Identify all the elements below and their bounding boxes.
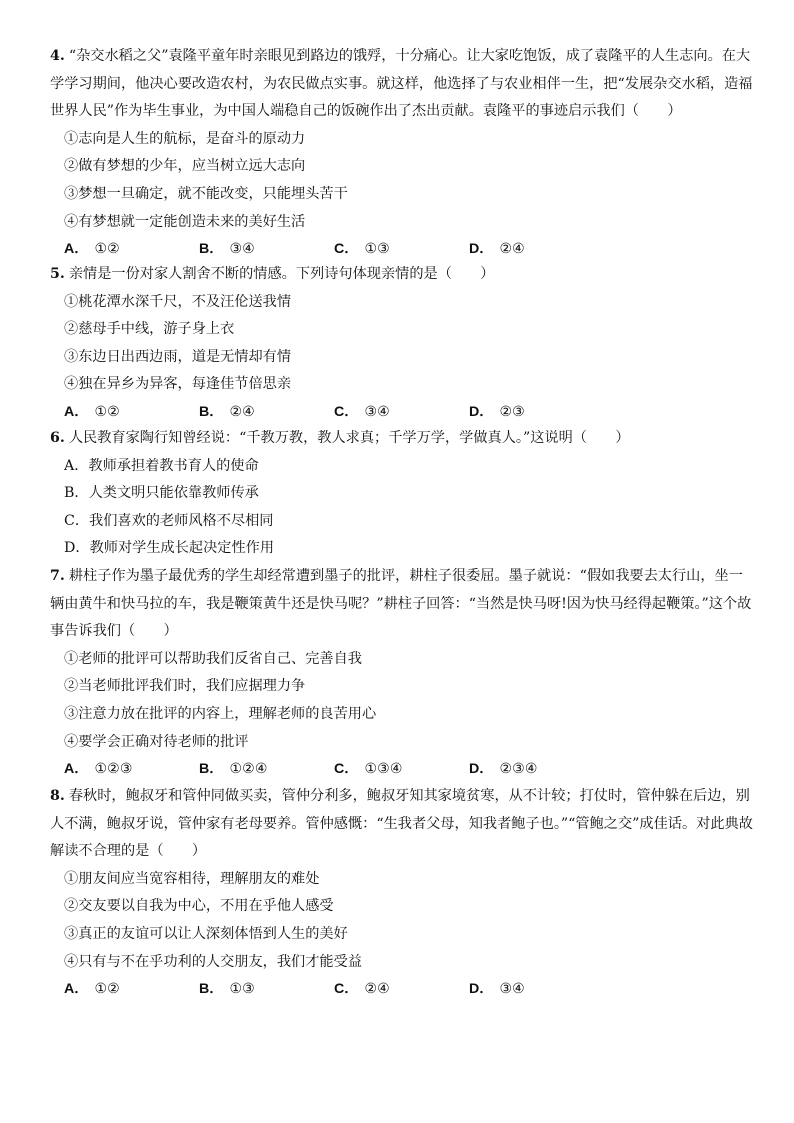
statement-item: ④有梦想就一定能创造未来的美好生活 [64,213,306,230]
option-b[interactable]: B．人类文明只能依靠教师传承 [64,485,259,502]
statement-item: ②做有梦想的少年，应当树立远大志向 [64,158,306,175]
question-4 [50,43,755,264]
option-b[interactable]: B． ③④ [199,241,255,258]
statement-item: ①桃花潭水深千尺，不及汪伦送我情 [64,293,292,310]
question-5 [50,261,755,427]
option-c[interactable]: C． ②④ [334,981,390,998]
question-stem [50,425,755,453]
answer-options [50,756,755,784]
statement-item: ①志向是人生的航标，是奋斗的原动力 [64,130,306,147]
option-a[interactable]: A． ①②③ [64,761,133,778]
question-7 [50,563,755,784]
option-a[interactable]: A． ①② [64,403,120,420]
option-b[interactable]: B． ①②④ [199,761,268,778]
statement-item: ②当老师批评我们时，我们应据理力争 [64,678,306,695]
option-a[interactable]: A． ①② [64,981,120,998]
statement-item: ②交友要以自我为中心，不用在乎他人感受 [64,898,334,915]
statement-item: ④要学会正确对待老师的批评 [64,733,249,750]
question-stem [50,783,755,866]
statement-item: ③梦想一旦确定，就不能改变，只能埋头苦干 [64,185,348,202]
option-c[interactable]: C． ①③④ [334,761,403,778]
statement-item: ④独在异乡为异客，每逢佳节倍思亲 [64,376,292,393]
question-number: 6. [50,430,65,446]
answer-options [50,399,755,427]
option-d[interactable]: D． ③④ [469,981,525,998]
statement-item: ②慈母手中线，游子身上衣 [64,321,235,338]
option-b[interactable]: B． ①③ [199,981,255,998]
option-b[interactable]: B． ②④ [199,403,255,420]
option-d[interactable]: D．教师对学生成长起决定性作用 [64,540,275,557]
option-c[interactable]: C． ①③ [334,241,390,258]
statement-item: ①朋友间应当宽容相待，理解朋友的难处 [64,870,320,887]
question-text: 亲情是一份对家人割舍不断的情感。下列诗句体现亲情的是（ ） [68,266,495,282]
statement-item: ③东边日出西边雨，道是无情却有情 [64,348,292,365]
statement-item: ④只有与不在乎功利的人交朋友，我们才能受益 [64,953,362,970]
answer-options [50,976,755,1004]
statement-item: ①老师的批评可以帮助我们反省自己、完善自我 [64,650,362,667]
question-text: 春秋时，鲍叔牙和管仲同做买卖，管仲分利多，鲍叔牙知其家境贫寒，从不计较；打仗时，管仲躲在后边，别人不满，鲍叔牙说，管仲家有老母要养。管仲感慨：“生我者父母，知我者鲍子也。”“管鲍之交”成佳话。对此典故解读不合理的是（ ） [50,788,753,860]
statement-item: ③注意力放在批评的内容上，理解老师的良苦用心 [64,705,377,722]
question-number: 5. [50,266,65,282]
question-number: 4. [50,48,65,64]
option-c[interactable]: C．我们喜欢的老师风格不尽相同 [64,512,274,529]
statement-item: ③真正的友谊可以让人深刻体悟到人生的美好 [64,925,348,942]
option-a[interactable]: A．教师承担着教书育人的使命 [64,457,259,474]
answer-options [50,236,755,264]
question-text: 人民教育家陶行知曾经说：“千教万教，教人求真；千学万学，学做真人。”这说明（ ） [68,430,630,446]
option-d[interactable]: D． ②③④ [469,761,538,778]
question-8 [50,783,755,1004]
question-number: 7. [50,568,65,584]
question-stem [50,261,755,289]
question-number: 8. [50,788,65,804]
question-stem [50,563,755,646]
question-text: “杂交水稻之父”袁隆平童年时亲眼见到路边的饿殍，十分痛心。让大家吃饱饭，成了袁隆平的人生志向。在大学学习期间，他决心要改造农村，为农民做点实事。就这样，他选择了与农业相伴一生，把“发展杂交水稻，造福世界人民”作为毕生事业，为中国人端稳自己的饭碗作出了杰出贡献。袁隆平的事迹启示我们（ ） [50,48,753,120]
question-stem [50,43,755,126]
question-6 [50,425,755,563]
option-a[interactable]: A． ①② [64,241,120,258]
question-text: 耕柱子作为墨子最优秀的学生却经常遭到墨子的批评，耕柱子很委屈。墨子就说：“假如我要去太行山，坐一辆由黄牛和快马拉的车，我是鞭策黄牛还是快马呢？”耕柱子回答：“当然是快马呀!因为快马经得起鞭策。”这个故事告诉我们（ ） [50,568,752,640]
option-c[interactable]: C． ③④ [334,403,390,420]
option-d[interactable]: D． ②③ [469,403,525,420]
option-d[interactable]: D． ②④ [469,241,525,258]
